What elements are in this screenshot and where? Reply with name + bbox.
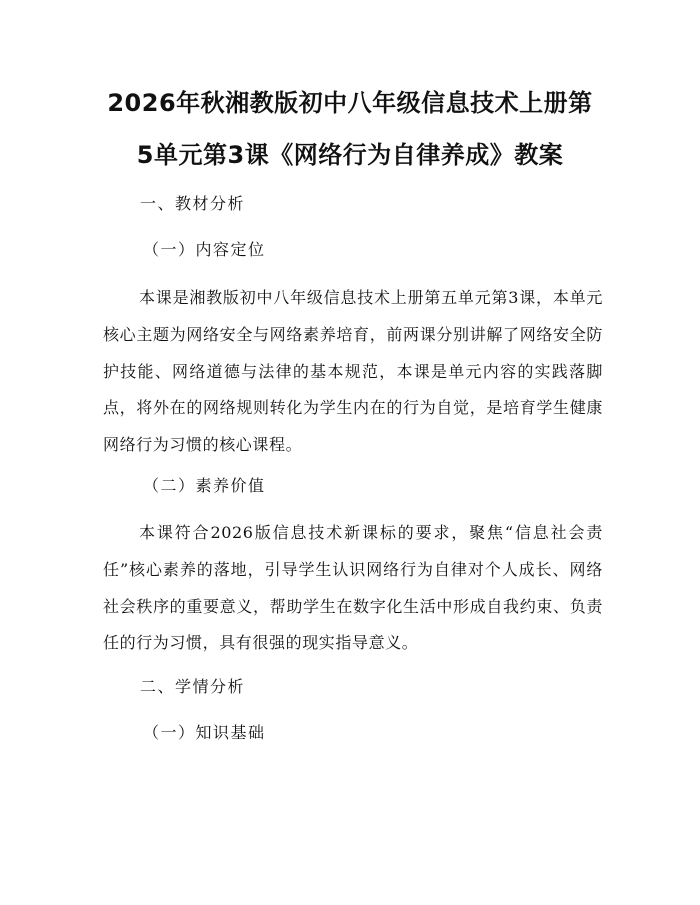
document-title-line-1: 2026年秋湘教版初中八年级信息技术上册第 bbox=[107, 89, 593, 117]
subsection-heading-content-positioning: （一）内容定位 bbox=[143, 240, 266, 259]
subsection-heading-knowledge-foundation: （一）知识基础 bbox=[143, 723, 266, 742]
paragraph-literacy-value: 本课符合2026版信息技术新课标的要求，聚焦“信息社会责任”核心素养的落地，引导学生认识网络行为自律对个人成长、网络社会秩序的重要意义，帮助学生在数字化生活中形成自我约束、负责任的行为习惯，具有很强的现实指导意义。 bbox=[103, 523, 603, 653]
section-heading-learner-analysis: 二、学情分析 bbox=[140, 677, 246, 696]
subsection-heading-literacy-value: （二）素养价值 bbox=[143, 476, 266, 495]
section-heading-textbook-analysis: 一、教材分析 bbox=[140, 194, 246, 213]
paragraph-content-positioning: 本课是湘教版初中八年级信息技术上册第五单元第3课，本单元核心主题为网络安全与网络素养培育，前两课分别讲解了网络安全防护技能、网络道德与法律的基本规范，本课是单元内容的实践落脚点，将外在的网络规则转化为学生内在的行为自觉，是培育学生健康网络行为习惯的核心课程。 bbox=[103, 288, 603, 455]
document-title-line-2: 5单元第3课《网络行为自律养成》教案 bbox=[136, 141, 564, 169]
